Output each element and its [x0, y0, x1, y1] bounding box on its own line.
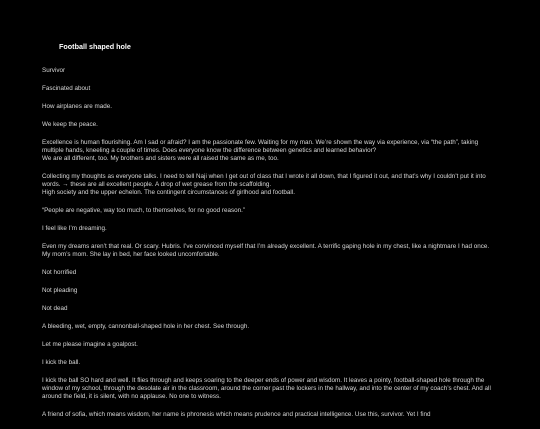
paragraph: Let me please imagine a goalpost. — [42, 341, 138, 348]
paragraph: How airplanes are made. — [42, 103, 113, 110]
paragraph: Not horrified — [42, 269, 77, 276]
paragraph: Even my dreams aren’t that real. Or scary. Hubris. I’ve convinced myself that I’m already excellent. A terrific gaping hole in my chest, like a nightmare I had once. My mom’s mom. She lay in bed, her face looked uncomfortable. — [42, 243, 490, 258]
paragraph: A friend of sofia, which means wisdom, her name is phronesis which means prudence and practical intelligence. Use this, survivor. Yet I find — [42, 411, 431, 418]
paragraph: Fascinated about — [42, 85, 91, 92]
paragraph: “People are negative, way too much, to themselves, for no good reason.” — [42, 207, 246, 214]
paragraph: A bleeding, wet, empty, cannonball-shaped hole in her chest. See through. — [42, 323, 250, 330]
document-body — [42, 67, 498, 429]
paragraph: Not dead — [42, 305, 68, 312]
paragraph: We keep the peace. — [42, 121, 98, 128]
paragraph: I kick the ball. — [42, 359, 81, 366]
paragraph: I feel like I’m dreaming. — [42, 225, 107, 232]
page-title: Football shaped hole — [59, 42, 131, 51]
paragraph: Collecting my thoughts as everyone talks. I need to tell Naji when I get out of class that I wrote it all down, that I figured it out, and that’s why I couldn’t put it into words. → these are all excellent people. A drop of wet grease from the scaffolding. High society and the upper echelon. The contingent circumstances of girlhood and football. — [42, 173, 486, 196]
paragraph: Survivor — [42, 67, 66, 74]
paragraph: I kick the ball SO hard and well. It flies through and keeps soaring to the deeper ends of power and wisdom. It leaves a pointy, football-shaped hole through the window of my school, through the desolate air in the classroom, around the corner past the lockers in the hallway, and into the center of my coach’s chest. And all around the field, it is silent, with no applause. No one to witness. — [42, 377, 491, 400]
paragraph: Not pleading — [42, 287, 78, 294]
paragraph: Excellence is human flourishing. Am I sad or afraid? I am the passionate few. Waiting for my man. We’re shown the way via experience, via “the path”, taking multiple hands, kneeling a couple of times. Does everyone know the difference between genetics and learned behavior? We are all different, too. My brothers and sisters were all raised the same as me, too. — [42, 139, 479, 162]
